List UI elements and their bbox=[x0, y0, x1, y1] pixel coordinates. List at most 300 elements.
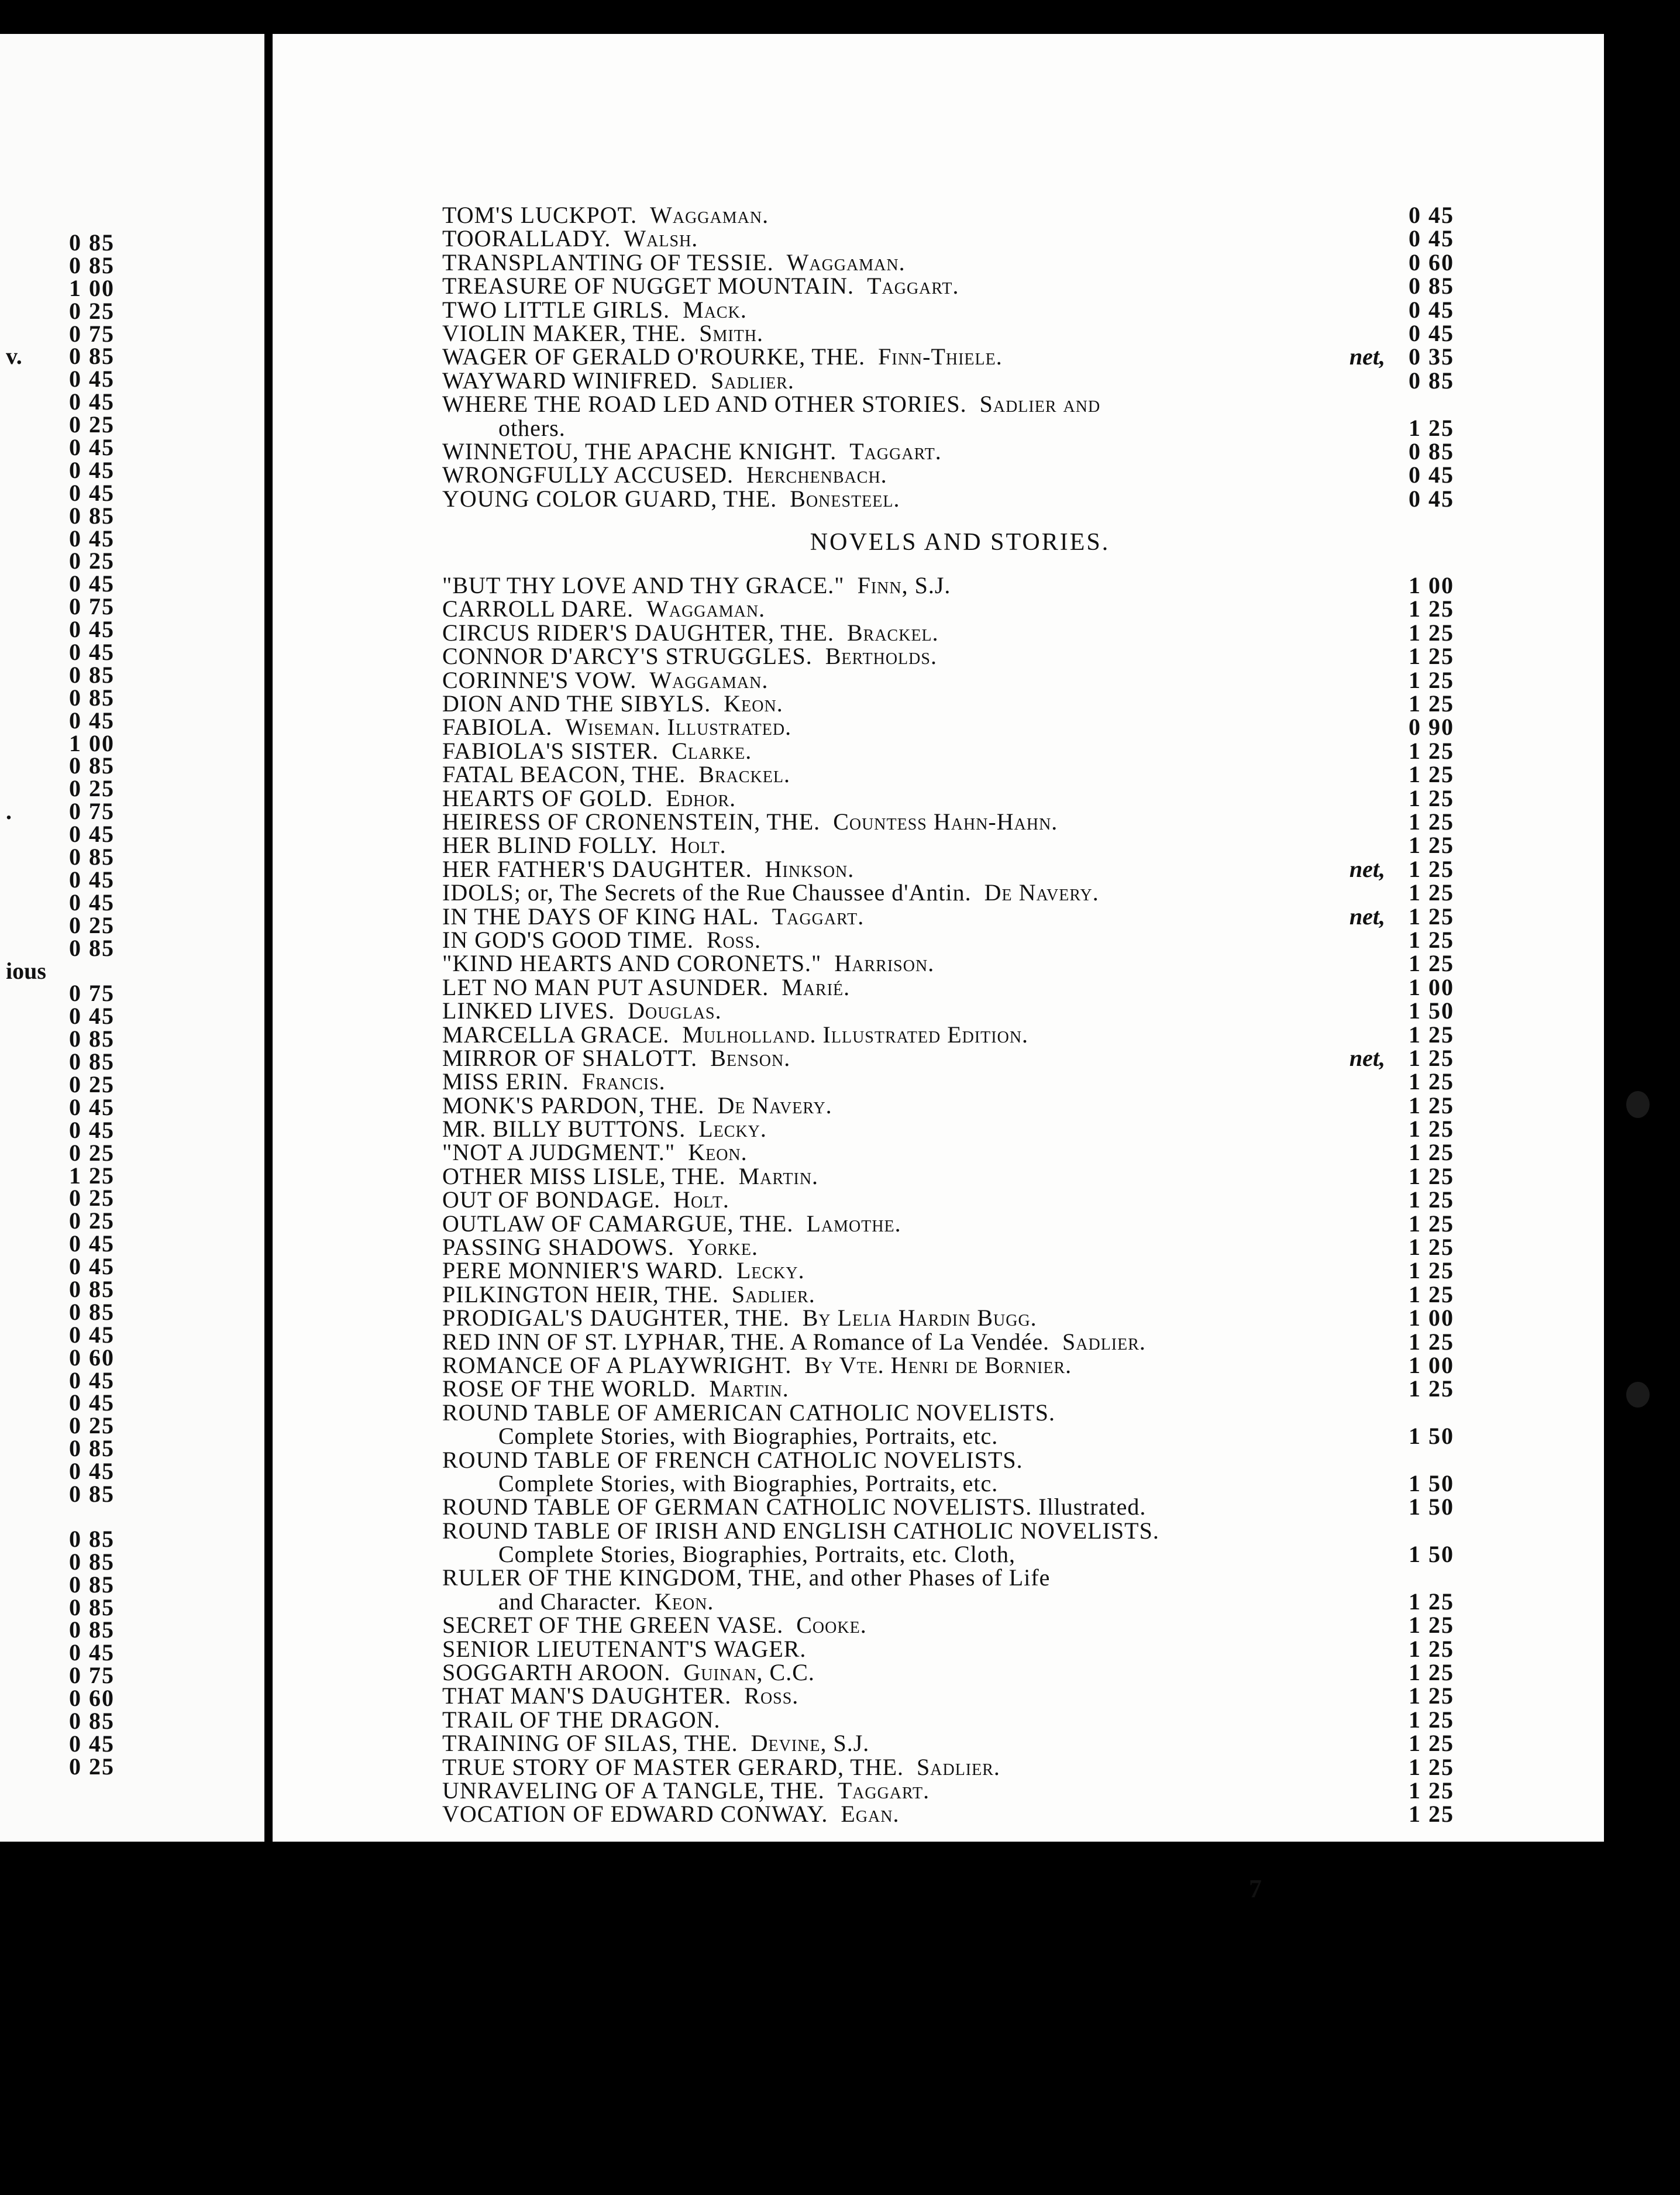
left-price: 0 45 bbox=[69, 866, 115, 893]
left-price: 1 00 bbox=[69, 730, 115, 756]
left-price-row bbox=[6, 368, 240, 391]
left-price-row bbox=[6, 297, 240, 324]
catalog-entry bbox=[442, 1351, 1454, 1378]
entry-title bbox=[442, 1212, 901, 1236]
entry-title-text: VIOLIN MAKER, THE. bbox=[442, 319, 687, 346]
entry-title-text: SENIOR LIEUTENANT'S WAGER. bbox=[442, 1635, 807, 1662]
left-price-row bbox=[6, 1460, 240, 1483]
catalog-entry bbox=[442, 1044, 1454, 1071]
left-price-row bbox=[6, 550, 240, 573]
entry-title-text: WHERE THE ROAD LED AND OTHER STORIES. bbox=[442, 391, 967, 418]
left-price-row bbox=[6, 982, 240, 1005]
catalog-entry bbox=[442, 274, 1454, 298]
entry-title bbox=[442, 928, 761, 952]
page-number: 7 bbox=[1249, 1874, 1262, 1903]
left-price-row bbox=[6, 436, 240, 459]
entry-title bbox=[442, 1613, 867, 1637]
entry-title bbox=[442, 1044, 791, 1071]
entry-price: 1 25 bbox=[1409, 1092, 1454, 1119]
left-price-row bbox=[6, 229, 240, 256]
entry-title bbox=[442, 1023, 1028, 1047]
left-price-row bbox=[6, 1093, 240, 1120]
entry-price: 1 00 bbox=[1409, 1305, 1454, 1332]
catalog-entry bbox=[442, 999, 1454, 1023]
catalog-entry bbox=[442, 1283, 1454, 1306]
catalog-entry bbox=[442, 1495, 1454, 1519]
entry-price: 1 25 bbox=[1409, 1234, 1454, 1261]
entry-title bbox=[442, 1495, 1146, 1519]
left-price-row bbox=[6, 1298, 240, 1325]
scan-mark bbox=[1626, 1091, 1650, 1118]
entry-author: Waggaman. bbox=[646, 596, 766, 622]
left-price: 0 85 bbox=[69, 1048, 115, 1075]
left-price-row bbox=[6, 684, 240, 711]
left-price-row bbox=[6, 641, 240, 664]
catalog-entry bbox=[442, 1472, 1454, 1495]
left-price: 0 45 bbox=[69, 1321, 115, 1348]
left-price-row bbox=[6, 1571, 240, 1598]
entry-author: Taggart. bbox=[849, 438, 942, 465]
catalog-entry bbox=[442, 1188, 1454, 1212]
entry-title-text: Complete Stories, Biographies, Portraits, etc. Cloth, bbox=[498, 1541, 1016, 1568]
entry-author: Martin. bbox=[709, 1375, 789, 1402]
entry-title bbox=[442, 1802, 900, 1826]
left-price: 0 85 bbox=[69, 1298, 115, 1325]
entry-title-text: TOORALLADY. bbox=[442, 225, 611, 252]
left-price: 0 85 bbox=[69, 661, 115, 688]
entry-author: Holt. bbox=[673, 1186, 729, 1213]
left-price: 0 45 bbox=[69, 525, 115, 552]
entry-title bbox=[442, 1162, 819, 1189]
left-price-row bbox=[6, 1594, 240, 1621]
entry-title bbox=[442, 763, 790, 786]
left-price-row bbox=[6, 732, 240, 755]
entry-title-text: DION AND THE SIBYLS. bbox=[442, 690, 711, 717]
entry-author: Brackel. bbox=[698, 761, 790, 788]
entry-title bbox=[442, 1283, 815, 1306]
entry-title bbox=[442, 1684, 798, 1708]
entry-title-text: IN THE DAYS OF KING HAL. bbox=[442, 903, 759, 930]
entry-title bbox=[442, 999, 722, 1023]
left-price: 0 45 bbox=[69, 1730, 115, 1757]
catalog-entry bbox=[442, 952, 1454, 975]
entry-price: 1 25 bbox=[1409, 1588, 1454, 1615]
catalog-entry bbox=[442, 1779, 1454, 1802]
entry-title bbox=[442, 463, 887, 487]
left-price: 0 60 bbox=[69, 1685, 115, 1712]
entry-price: 0 45 bbox=[1409, 202, 1454, 228]
left-price: 0 85 bbox=[69, 1435, 115, 1462]
entry-author: Guinan, C.C. bbox=[683, 1659, 815, 1686]
left-price-row bbox=[6, 911, 240, 938]
entry-author: Ross. bbox=[744, 1683, 799, 1709]
left-price-row bbox=[6, 1255, 240, 1278]
entry-price: 1 25 bbox=[1409, 808, 1454, 835]
entry-title-text: ROUND TABLE OF GERMAN CATHOLIC NOVELISTS. Illustrated. bbox=[442, 1494, 1147, 1520]
entry-price: 1 25 bbox=[1409, 1068, 1454, 1095]
left-price-row bbox=[6, 1321, 240, 1348]
entry-title-text: WAYWARD WINIFRED. bbox=[442, 367, 698, 394]
section-heading: NOVELS AND STORIES. bbox=[810, 529, 1110, 556]
entry-title-text: and Character. bbox=[498, 1588, 642, 1615]
left-price: 0 25 bbox=[69, 548, 115, 574]
entry-author: Countess Hahn-Hahn. bbox=[833, 808, 1058, 835]
entry-author: Waggaman. bbox=[786, 249, 906, 276]
left-price: 0 25 bbox=[69, 911, 115, 938]
left-price: 0 45 bbox=[69, 1639, 115, 1666]
entry-price: 1 00 bbox=[1409, 572, 1454, 599]
entry-title-text: OUTLAW OF CAMARGUE, THE. bbox=[442, 1210, 794, 1237]
left-price: 0 75 bbox=[69, 593, 115, 620]
left-price-row bbox=[6, 1344, 240, 1371]
entry-title-text: OTHER MISS LISLE, THE. bbox=[442, 1162, 726, 1189]
entry-author: Smith. bbox=[699, 319, 764, 346]
left-price: 0 85 bbox=[69, 1548, 115, 1575]
catalog-entry bbox=[442, 369, 1454, 393]
entry-title-text: RULER OF THE KINGDOM, THE, and other Phases of Life bbox=[442, 1564, 1051, 1591]
entry-title-text: TRANSPLANTING OF TESSIE. bbox=[442, 249, 774, 276]
left-price: 0 45 bbox=[69, 1458, 115, 1485]
left-price-row bbox=[6, 502, 240, 529]
left-price: 0 45 bbox=[69, 434, 115, 461]
entry-price: 1 25 bbox=[1409, 1659, 1454, 1686]
left-price: 0 85 bbox=[69, 844, 115, 871]
entry-title-text: TOM'S LUCKPOT. bbox=[442, 202, 638, 228]
entry-title-text: CARROLL DARE. bbox=[442, 596, 634, 622]
catalog-entry bbox=[442, 251, 1454, 274]
entry-price: 1 25 bbox=[1409, 1801, 1454, 1828]
entry-price: 0 45 bbox=[1409, 225, 1454, 252]
entry-price: 0 45 bbox=[1409, 485, 1454, 512]
left-gap bbox=[6, 1506, 240, 1528]
entry-title-text: TRAIL OF THE DRAGON. bbox=[442, 1706, 721, 1733]
left-price-row bbox=[6, 934, 240, 961]
left-price: 0 45 bbox=[69, 821, 115, 848]
left-price-row bbox=[6, 456, 240, 483]
entry-title bbox=[442, 440, 942, 463]
entry-title-text: PILKINGTON HEIR, THE. bbox=[442, 1281, 719, 1308]
entry-title-text: ROUND TABLE OF FRENCH CATHOLIC NOVELISTS. bbox=[442, 1446, 1023, 1473]
catalog-entry bbox=[442, 319, 1454, 346]
entry-author: Sadlier and bbox=[979, 391, 1101, 418]
catalog-entry bbox=[442, 1094, 1454, 1117]
entry-price: 1 25 bbox=[1409, 1706, 1454, 1733]
entry-title-text: LET NO MAN PUT ASUNDER. bbox=[442, 973, 769, 1000]
left-price-row bbox=[6, 345, 240, 368]
entry-author: Egan. bbox=[841, 1801, 900, 1828]
left-price: 1 25 bbox=[69, 1162, 115, 1189]
catalog-entry bbox=[442, 1519, 1454, 1543]
left-price: 0 25 bbox=[69, 1753, 115, 1780]
catalog-entry bbox=[442, 645, 1454, 668]
entry-title-text: PRODIGAL'S DAUGHTER, THE. bbox=[442, 1305, 790, 1332]
left-price-row bbox=[6, 254, 240, 277]
left-price-row bbox=[6, 1162, 240, 1189]
entry-price: 1 25 bbox=[1409, 1139, 1454, 1166]
left-price: 0 45 bbox=[69, 1230, 115, 1257]
left-price-row bbox=[6, 889, 240, 916]
entry-author: Keon. bbox=[724, 690, 783, 717]
entry-title bbox=[442, 1117, 767, 1141]
entry-price: 1 25 bbox=[1409, 1257, 1454, 1284]
entry-author: Brackel. bbox=[846, 619, 939, 646]
left-price-row bbox=[6, 823, 240, 846]
entry-title bbox=[442, 621, 939, 645]
entry-title bbox=[442, 1306, 1037, 1330]
entry-title-text: ROUND TABLE OF AMERICAN CATHOLIC NOVELISTS. bbox=[442, 1399, 1055, 1426]
catalog-entry bbox=[442, 1141, 1454, 1164]
entry-title bbox=[498, 1543, 1015, 1566]
entry-price: 1 25 bbox=[1409, 1116, 1454, 1143]
entry-author: Walsh. bbox=[624, 225, 698, 252]
left-price-row bbox=[6, 1005, 240, 1028]
entries-top bbox=[442, 204, 1454, 511]
entry-title-text: TRAINING OF SILAS, THE. bbox=[442, 1730, 738, 1757]
entry-title-text: TWO LITTLE GIRLS. bbox=[442, 296, 670, 323]
entry-price: 0 85 bbox=[1409, 273, 1454, 300]
left-fragment-text: v. bbox=[6, 343, 22, 370]
entry-price: 1 25 bbox=[1409, 619, 1454, 646]
left-price: 0 85 bbox=[69, 934, 115, 961]
entry-author: Harrison. bbox=[834, 950, 935, 977]
left-price-row bbox=[6, 1071, 240, 1098]
left-price: 0 25 bbox=[69, 1207, 115, 1234]
entry-title bbox=[442, 1330, 1146, 1354]
left-price-row bbox=[6, 525, 240, 552]
left-fragment-text: . bbox=[6, 798, 12, 825]
entry-title-text: MR. BILLY BUTTONS. bbox=[442, 1116, 686, 1143]
entry-price: 1 25 bbox=[1409, 1281, 1454, 1308]
left-price-row bbox=[6, 800, 240, 823]
entry-title bbox=[442, 1708, 721, 1732]
entry-title-text: PERE MONNIER'S WARD. bbox=[442, 1257, 724, 1284]
entry-author: Mack. bbox=[683, 296, 747, 323]
entry-title-text: SECRET OF THE GREEN VASE. bbox=[442, 1612, 784, 1639]
catalog-entry bbox=[442, 463, 1454, 487]
entry-price: 0 35 bbox=[1409, 343, 1454, 370]
entry-author: De Navery. bbox=[717, 1092, 832, 1119]
left-price-row bbox=[6, 1412, 240, 1439]
catalog-entry bbox=[442, 1070, 1454, 1093]
left-price: 0 60 bbox=[69, 1344, 115, 1371]
left-price: 0 75 bbox=[69, 798, 115, 825]
left-price-row bbox=[6, 388, 240, 415]
entry-author: Sadlier. bbox=[1062, 1328, 1146, 1355]
left-price-row bbox=[6, 866, 240, 893]
entry-title-text: "KIND HEARTS AND CORONETS." bbox=[442, 950, 822, 977]
left-price: 0 75 bbox=[69, 320, 115, 347]
entry-title bbox=[442, 1446, 1023, 1473]
entry-title bbox=[442, 787, 736, 810]
left-price: 0 45 bbox=[69, 707, 115, 734]
entry-author: Martin. bbox=[738, 1162, 819, 1189]
entry-title bbox=[442, 645, 937, 668]
entry-title bbox=[442, 298, 747, 322]
entry-title bbox=[442, 1070, 666, 1093]
left-price: 0 25 bbox=[69, 1071, 115, 1098]
left-price-row bbox=[6, 1275, 240, 1302]
entry-price: 1 00 bbox=[1409, 973, 1454, 1000]
catalog-entry bbox=[442, 597, 1454, 621]
entry-title-text: FATAL BEACON, THE. bbox=[442, 761, 686, 788]
catalog-entry bbox=[442, 1543, 1454, 1566]
entry-author: Devine, S.J. bbox=[751, 1730, 870, 1757]
left-price-row bbox=[6, 846, 240, 869]
entry-title bbox=[442, 319, 764, 346]
entry-price: 0 60 bbox=[1409, 249, 1454, 276]
entry-title bbox=[442, 1236, 758, 1259]
entry-title-text: CORINNE'S VOW. bbox=[442, 666, 637, 693]
entry-price: 0 85 bbox=[1409, 438, 1454, 465]
left-price: 0 85 bbox=[69, 1275, 115, 1302]
left-price: 0 45 bbox=[69, 616, 115, 643]
entry-title bbox=[442, 274, 959, 298]
entry-title bbox=[442, 1753, 1000, 1780]
entry-price: 1 25 bbox=[1409, 903, 1454, 930]
entry-author: Taggart. bbox=[837, 1777, 930, 1804]
left-price: 0 25 bbox=[69, 1185, 115, 1212]
entry-price: 0 45 bbox=[1409, 319, 1454, 346]
entry-title-text: PASSING SHADOWS. bbox=[442, 1234, 674, 1261]
entry-price: 1 25 bbox=[1409, 666, 1454, 693]
catalog-entry bbox=[442, 1425, 1454, 1448]
catalog-entry bbox=[442, 1613, 1454, 1637]
left-price-row bbox=[6, 320, 240, 347]
entry-price: 1 25 bbox=[1409, 414, 1454, 441]
catalog-entry bbox=[442, 1802, 1454, 1826]
left-price-row bbox=[6, 1116, 240, 1143]
entry-title bbox=[442, 1637, 806, 1661]
entry-title bbox=[442, 715, 791, 739]
entry-title-text: THAT MAN'S DAUGHTER. bbox=[442, 1683, 732, 1709]
entry-author: Lecky. bbox=[736, 1257, 805, 1284]
left-price: 0 25 bbox=[69, 1139, 115, 1166]
entry-author: Hinkson. bbox=[765, 855, 855, 882]
left-price-row bbox=[6, 1616, 240, 1643]
left-price-row bbox=[6, 1548, 240, 1575]
entry-title-text: MARCELLA GRACE. bbox=[442, 1021, 670, 1048]
left-price-row bbox=[6, 274, 240, 301]
left-price-row bbox=[6, 1687, 240, 1710]
entry-title-text: FABIOLA'S SISTER. bbox=[442, 737, 659, 764]
entry-title-text: FABIOLA. bbox=[442, 714, 553, 741]
entry-price: 1 00 bbox=[1409, 1351, 1454, 1378]
entry-author: Francis. bbox=[581, 1068, 666, 1095]
entry-title bbox=[442, 574, 951, 597]
entry-net-note: net, bbox=[1349, 903, 1385, 930]
left-price-row bbox=[6, 1207, 240, 1234]
entry-price: 1 25 bbox=[1409, 1044, 1454, 1071]
left-price: 0 45 bbox=[69, 1093, 115, 1120]
entry-title bbox=[442, 1094, 832, 1117]
left-price-row bbox=[6, 1028, 240, 1051]
entry-title bbox=[442, 1351, 1072, 1378]
entry-price: 1 25 bbox=[1409, 926, 1454, 953]
entry-price: 0 45 bbox=[1409, 462, 1454, 488]
entry-author: Keon. bbox=[655, 1588, 714, 1615]
entry-title-text: MISS ERIN. bbox=[442, 1068, 569, 1095]
entry-title bbox=[442, 227, 698, 250]
entry-title-text: VOCATION OF EDWARD CONWAY. bbox=[442, 1801, 828, 1828]
entry-author: Yorke. bbox=[687, 1234, 758, 1261]
left-price-row bbox=[6, 1187, 240, 1210]
entry-title bbox=[442, 739, 752, 763]
entry-title bbox=[498, 414, 566, 441]
catalog-entry bbox=[442, 621, 1454, 645]
catalog-entry bbox=[442, 1637, 1454, 1661]
entry-title bbox=[498, 1425, 998, 1448]
entry-price: 0 45 bbox=[1409, 296, 1454, 323]
entry-title-text: ROUND TABLE OF IRISH AND ENGLISH CATHOLIC NOVELISTS. bbox=[442, 1517, 1159, 1544]
left-price: 0 25 bbox=[69, 1412, 115, 1439]
entry-author: Holt. bbox=[670, 832, 727, 859]
left-price: 0 25 bbox=[69, 411, 115, 438]
left-price: 0 75 bbox=[69, 1662, 115, 1689]
entry-title bbox=[442, 952, 934, 975]
entry-net-note: net, bbox=[1349, 343, 1385, 370]
left-price-row bbox=[6, 411, 240, 438]
left-price: 0 45 bbox=[69, 479, 115, 506]
entry-title bbox=[442, 881, 1099, 904]
entry-title-text: CONNOR D'ARCY'S STRUGGLES. bbox=[442, 643, 813, 670]
left-price-row bbox=[6, 752, 240, 779]
left-price: 0 75 bbox=[69, 980, 115, 1007]
entry-title-text: LINKED LIVES. bbox=[442, 997, 615, 1024]
left-price: 0 85 bbox=[69, 1594, 115, 1621]
entry-title bbox=[442, 1141, 748, 1164]
left-price: 0 45 bbox=[69, 1367, 115, 1394]
catalog-entry bbox=[442, 1212, 1454, 1236]
entry-price: 1 25 bbox=[1409, 1777, 1454, 1804]
left-price-row bbox=[6, 1480, 240, 1507]
left-price-row bbox=[6, 1753, 240, 1780]
right-page bbox=[273, 34, 1604, 1903]
left-price-row bbox=[6, 1139, 240, 1166]
entry-author: De Navery. bbox=[984, 879, 1099, 906]
entry-title-text: YOUNG COLOR GUARD, THE. bbox=[442, 485, 777, 512]
entry-title-text: HEIRESS OF CRONENSTEIN, THE. bbox=[442, 808, 821, 835]
left-price-row bbox=[6, 1710, 240, 1733]
catalog-entry bbox=[442, 1259, 1454, 1282]
entry-title bbox=[442, 345, 1003, 369]
catalog-entry bbox=[442, 1401, 1454, 1425]
entry-title bbox=[442, 1566, 1050, 1590]
catalog-entry bbox=[442, 414, 1454, 441]
catalog-entry bbox=[442, 881, 1454, 904]
entry-price: 1 25 bbox=[1409, 1186, 1454, 1213]
entry-title-text: ROSE OF THE WORLD. bbox=[442, 1375, 697, 1402]
entry-price: 1 25 bbox=[1409, 1635, 1454, 1662]
entry-author: Cooke. bbox=[796, 1612, 867, 1639]
left-price: 0 85 bbox=[69, 229, 115, 256]
entry-title bbox=[442, 1661, 815, 1684]
entry-title-text: IN GOD'S GOOD TIME. bbox=[442, 926, 694, 953]
entry-title bbox=[442, 905, 864, 928]
left-price-row bbox=[6, 707, 240, 734]
left-price-row bbox=[6, 1389, 240, 1416]
entry-price: 1 25 bbox=[1409, 690, 1454, 717]
catalog-entry bbox=[442, 1708, 1454, 1732]
catalog-entry bbox=[442, 440, 1454, 463]
left-fragment-text: ious bbox=[6, 957, 46, 984]
catalog-entry bbox=[442, 834, 1454, 857]
entry-title-text: IDOLS; or, The Secrets of the Rue Chaussee d'Antin. bbox=[442, 879, 972, 906]
left-price-row bbox=[6, 1048, 240, 1075]
entry-title bbox=[498, 1590, 714, 1613]
entry-author: Wiseman. Illustrated. bbox=[565, 714, 792, 741]
catalog-entry bbox=[442, 855, 1454, 882]
entry-price: 1 25 bbox=[1409, 1612, 1454, 1639]
